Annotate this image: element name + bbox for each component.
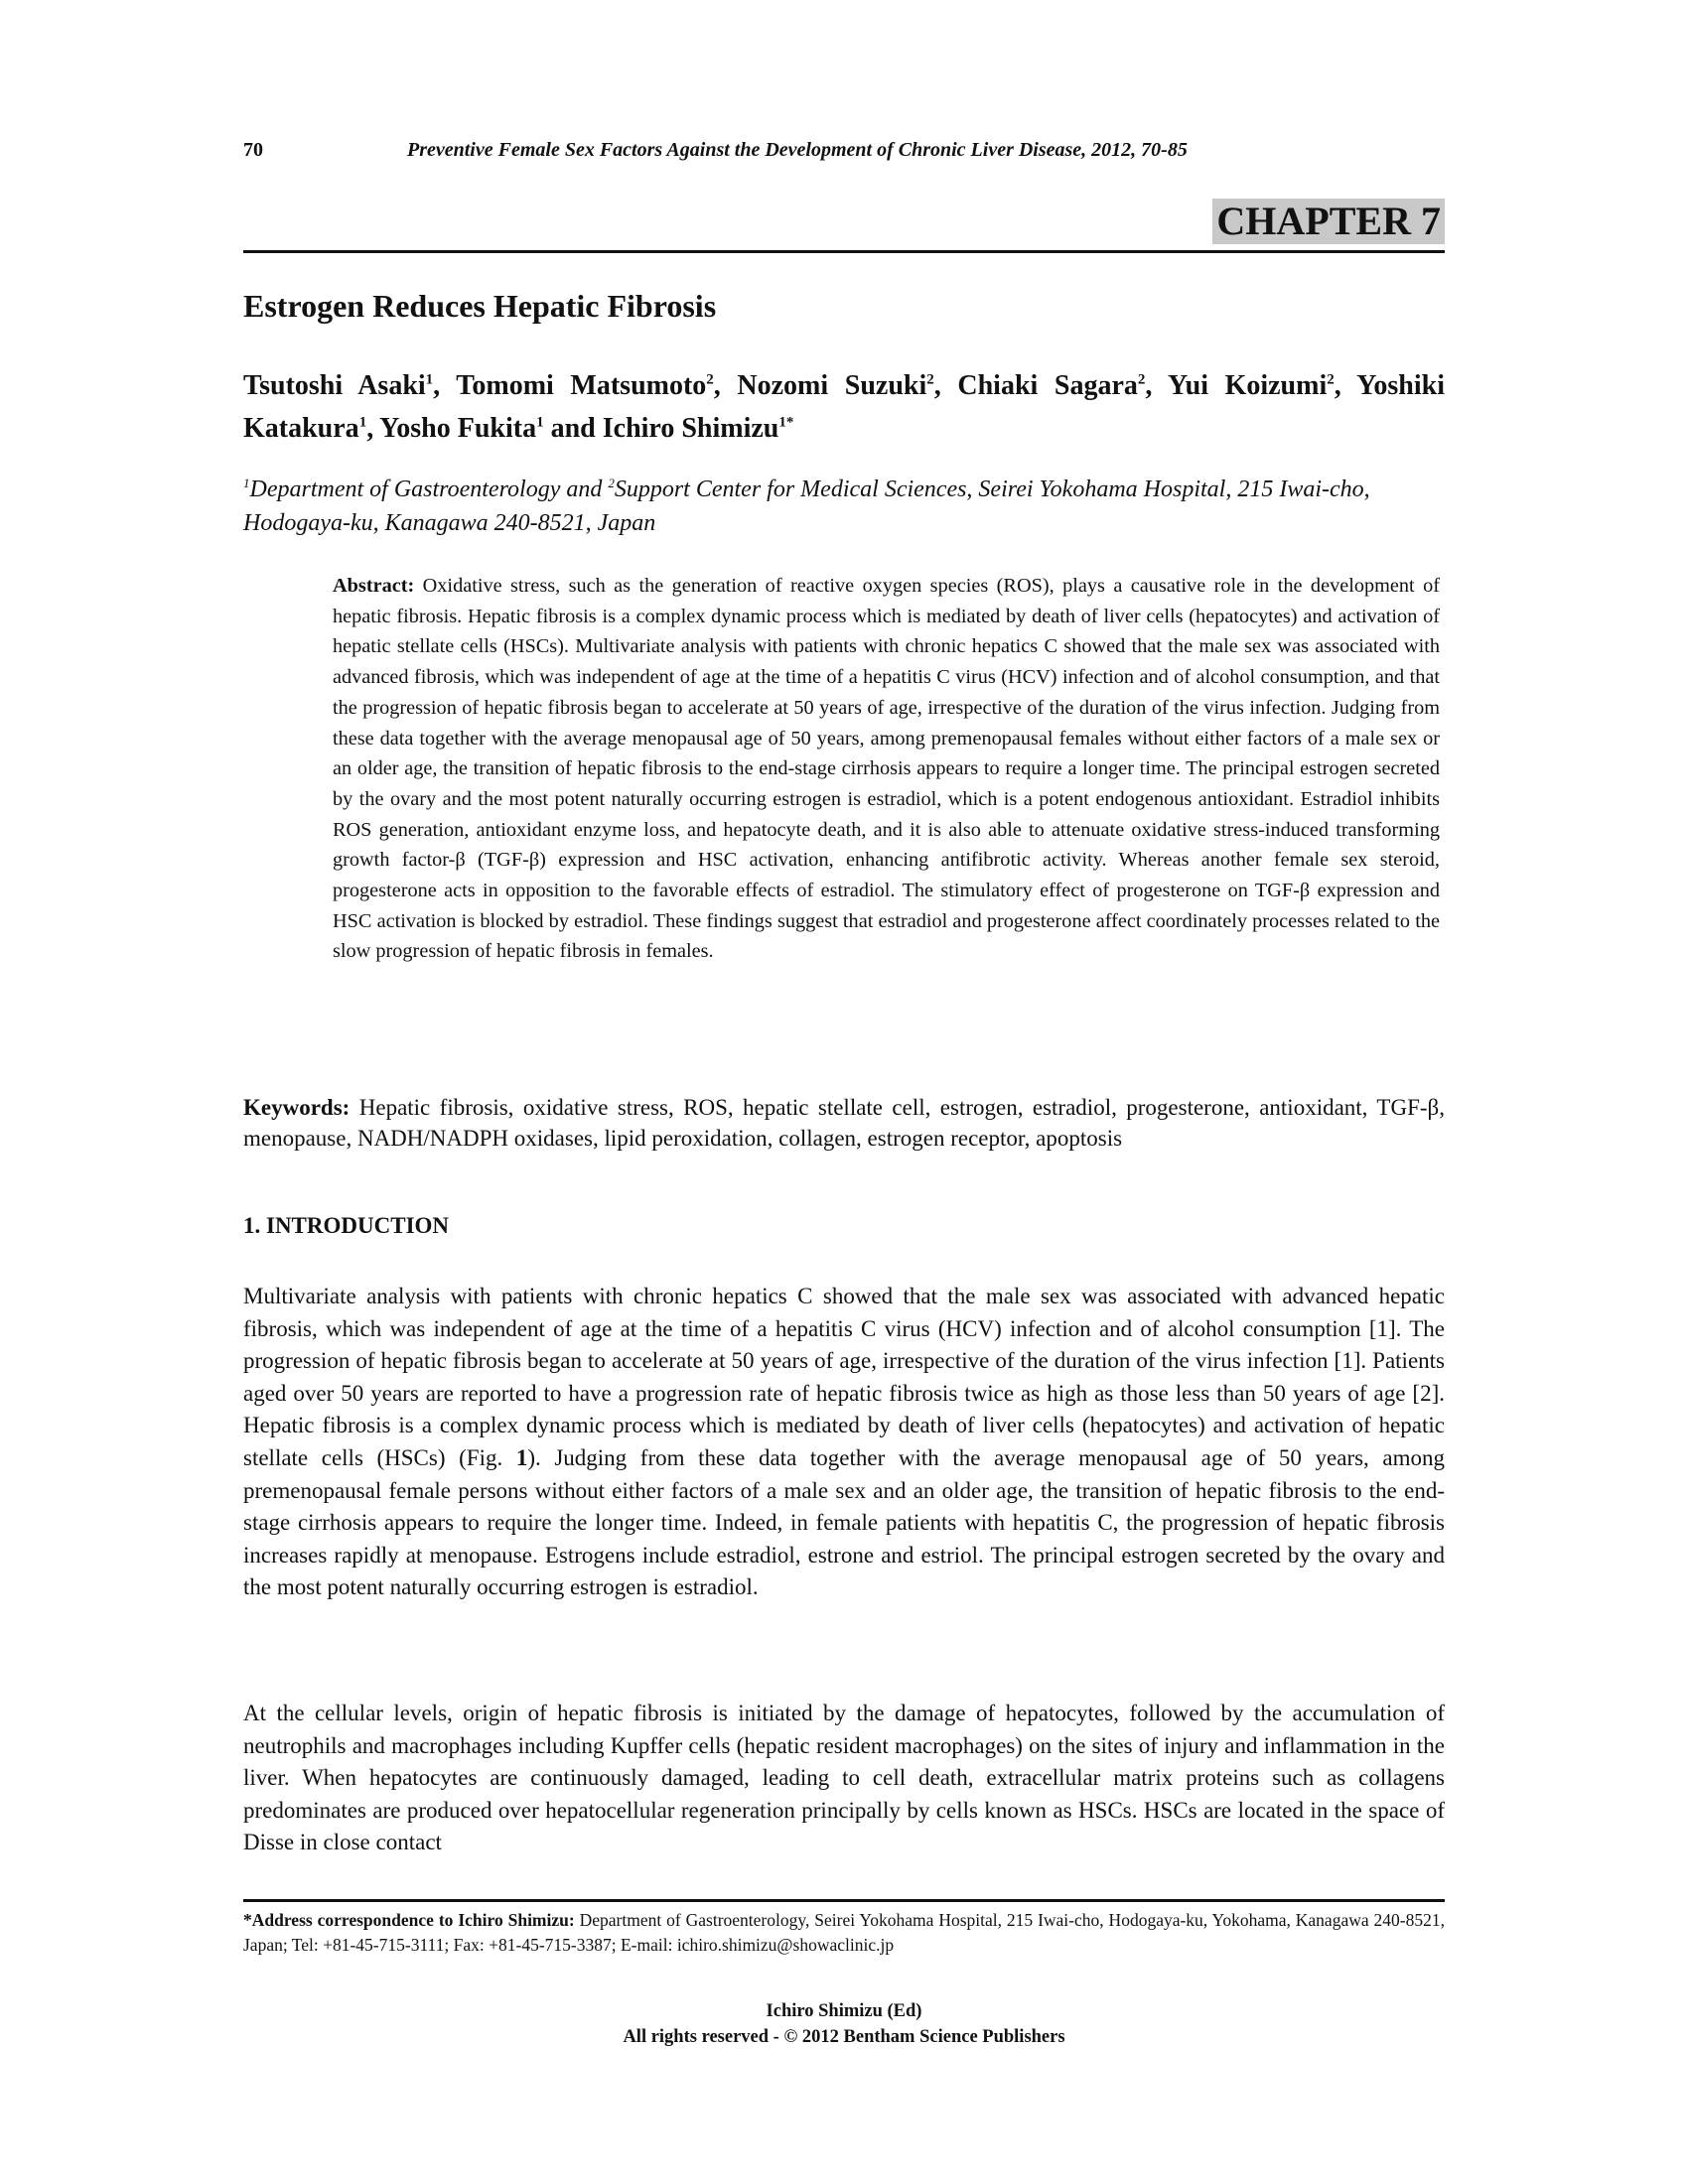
section-heading-introduction: 1. INTRODUCTION [243, 1213, 450, 1238]
abstract [333, 571, 1440, 967]
chapter-title: Estrogen Reduces Hepatic Fibrosis [243, 288, 717, 324]
footnote-divider [243, 1899, 1445, 1902]
author: Chiaki Sagara$^2$, [957, 370, 1168, 402]
figure-reference[interactable]: 1 [515, 1444, 528, 1470]
footnote-label: *Address correspondence to Ichiro Shimizu: [243, 1910, 575, 1930]
correspondence-footnote [243, 1908, 1445, 1958]
header-divider [243, 250, 1445, 253]
editor-line: Ichiro Shimizu (Ed) [766, 2001, 922, 2021]
body-paragraph: Multivariate analysis with patients with chronic hepatics C showed that the male sex was associated with advanced hepatic fibrosis, which was independent of age at the time of a hepatitis C virus (HCV) infection and of alcohol consumption [1]. The progression of hepatic fibrosis began to accelerate at 50 years of age, irrespective of the duration of the virus infection [1]. Patients aged over 50 years are reported to have a progression rate of hepatic fibrosis twice as high as those less than 50 years of age [2]. Hepatic fibrosis is a complex dynamic process which is mediated by death of liver cells (hepatocytes) and activation of hepatic stellate cells (HSCs) (Fig. 1). Judging from these data together with the average menopausal age of 50 years, among premenopausal female persons without either factors of a male sex and an older age, the transition of hepatic fibrosis to the end-stage cirrhosis appears to require the longer time. Indeed, in female patients with hepatitis C, the progression of hepatic fibrosis increases rapidly at menopause. Estrogens include estradiol, estrone and estriol. The principal estrogen secreted by the ovary and the most potent naturally occurring estrogen is estradiol. [243, 1284, 1446, 1600]
keywords-text: Hepatic fibrosis, oxidative stress, ROS, hepatic stellate cell, estrogen, estradiol, progesterone, antioxidant, TGF-β, menopause, NADH/NADPH oxidases, lipid peroxidation, collagen, estrogen receptor, apoptosis [243, 1095, 1445, 1151]
chapter-label: CHAPTER 7 [1212, 199, 1445, 244]
author: Yoshiki Katakura$^1$, [243, 370, 1446, 444]
abstract-text: Oxidative stress, such as the generation of reactive oxygen species (ROS), plays a causative role in the development of hepatic fibrosis. Hepatic fibrosis is a complex dynamic process which is mediated by death of liver cells (hepatocytes) and activation of hepatic stellate cells (HSCs). Multivariate analysis with patients with chronic hepatics C showed that the male sex was associated with advanced fibrosis, which was independent of age at the time of a hepatitis C virus (HCV) infection and of alcohol consumption, and that the progression of hepatic fibrosis began to accelerate at 50 years of age, irrespective of the duration of the virus infection. Judging from these data together with the average menopausal age of 50 years, among premenopausal females without either factors of a male sex or an older age, the transition of hepatic fibrosis to the end-stage cirrhosis appears to require a longer time. The principal estrogen secreted by the ovary and the most potent naturally occurring estrogen is estradiol, which is a potent endogenous antioxidant. Estradiol inhibits ROS generation, antioxidant enzyme loss, and hepatocyte death, and it is also able to attenuate oxidative stress-induced transforming growth factor-β (TGF-β) expression and HSC activation, enhancing antifibrotic activity. Whereas another female sex steroid, progesterone acts in opposition to the favorable effects of estradiol. The stimulatory effect of progesterone on TGF-β expression and HSC activation is blocked by estradiol. These findings suggest that estradiol and progesterone affect coordinately processes related to the slow progression of hepatic fibrosis in females. [333, 575, 1440, 963]
abstract-label: Abstract: [333, 575, 415, 597]
keywords-label: Keywords: [243, 1095, 351, 1120]
author-list [243, 362, 1445, 447]
body-paragraph: At the cellular levels, origin of hepatic fibrosis is initiated by the damage of hepatocytes, followed by the accumulation of neutrophils and macrophages including Kupffer cells (hepatic resident macrophages) on the sites of injury and inflammation in the liver. When hepatocytes are continuously damaged, leading to cell death, extracellular matrix proteins such as collagens predominates are produced over hepatocellular regeneration principally by cells known as HSCs. HSCs are located in the space of Disse in close contact [243, 1701, 1445, 1855]
affiliation: $^1$Department of Gastroenterology and $^2$Support Center for Medical Sciences, Seirei Yokohama Hospital, 215 Iwai-cho, Hodogaya-ku, Kanagawa 240-8521, Japan [243, 476, 1370, 536]
author: Ichiro Shimizu$^{1*}$ [602, 412, 794, 444]
author: Nozomi Suzuki$^2$, [737, 370, 958, 402]
imprint [243, 1998, 1445, 2050]
author: Yui Koizumi$^2$, [1167, 370, 1357, 402]
copyright-line: All rights reserved - © 2012 Bentham Science Publishers [623, 2027, 1065, 2047]
page-number: 70 [243, 139, 263, 161]
journal-title: Preventive Female Sex Factors Against the Development of Chronic Liver Disease, 2012, 70-85 [407, 139, 1188, 161]
keywords [243, 1092, 1445, 1154]
author: Yosho Fukita$^1$ and [379, 412, 603, 444]
footnote-text: Department of Gastroenterology, Seirei Yokohama Hospital, 215 Iwai-cho, Hodogaya-ku, Yokohama, Kanagawa 240-8521, Japan; Tel: +81-45-715-3111; Fax: +81-45-715-3387; E-mail: ichiro.shimizu@showaclinic.jp [243, 1910, 1445, 1955]
author: Tsutoshi Asaki$^1$, [243, 370, 457, 402]
author: Tomomi Matsumoto$^2$, [456, 370, 738, 402]
